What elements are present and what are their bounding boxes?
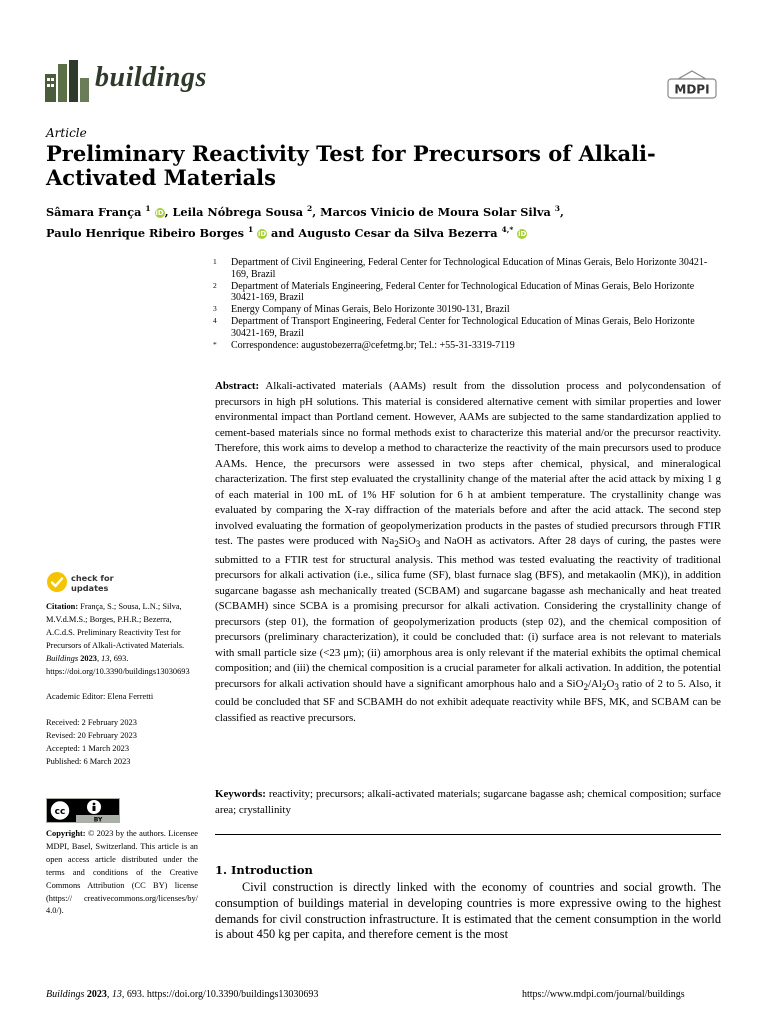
copyright-notice: Copyright: © 2023 by the authors. Licensee MDPI, Basel, Switzerland. This article is an open access article distributed under the terms and conditions of the Creative Commons Attribution (CC BY) license (https:// creativecommons.org/licenses/by/ 4.0/).	[46, 829, 198, 916]
article-type: Article	[46, 126, 87, 140]
keywords-label: Keywords:	[215, 788, 266, 800]
date-revised: Revised: 20 February 2023	[46, 731, 137, 741]
author-name[interactable]: Augusto Cesar da Silva Bezerra	[298, 225, 498, 240]
footer-journal-url[interactable]: https://www.mdpi.com/journal/buildings	[522, 989, 685, 1000]
check-for-updates-label[interactable]: check for updates	[71, 573, 114, 593]
affiliation-item: 4 Department of Transport Engineering, Federal Center for Technological Education of Minas Gerais, Belo Horizonte 30421-169, Brazil	[213, 315, 695, 339]
author-name[interactable]: Sâmara França	[46, 204, 142, 219]
date-accepted: Accepted: 1 March 2023	[46, 744, 130, 754]
orcid-icon[interactable]: iD	[257, 229, 267, 238]
section-divider	[215, 834, 721, 835]
affiliation-item: 2 Department of Materials Engineering, Federal Center for Technological Education of Minas Gerais, Belo Horizonte 30421-169, Brazil	[213, 280, 695, 304]
footer-citation: Buildings 2023, 13, 693. https://doi.org/10.3390/buildings13030693	[46, 989, 319, 1000]
mdpi-logo-icon	[666, 70, 718, 100]
keywords: Keywords: reactivity; precursors; alkali-activated materials; sugarcane bagasse ash; chemical composition; surface area; crystallinity	[215, 788, 721, 816]
publisher-label: MDPI	[674, 82, 710, 97]
intro-paragraph: Civil construction is directly linked with the economy of countries and social growth. The consumption of buildings material in developing countries is more expressive owing to the highest demands for civil construction infrastructure. It is estimated that the cement consumption in the world is about 450 kg per capita, and therefore cement is the most	[215, 880, 721, 942]
correspondence-item: * Correspondence: augustobezerra@cefetmg.br; Tel.: +55-31-3319-7119	[213, 339, 515, 351]
svg-text:BY: BY	[93, 816, 103, 823]
cc-by-license-icon[interactable]	[46, 798, 120, 823]
affiliation-item: 1 Department of Civil Engineering, Federal Center for Technological Education of Minas Gerais, Belo Horizonte 30421-169, Brazil	[213, 257, 708, 280]
article-title: Preliminary Reactivity Test for Precursors of Alkali-Activated Materials	[46, 141, 656, 190]
section-heading: 1. Introduction	[215, 863, 313, 877]
abstract: Abstract: Alkali-activated materials (AAMs) result from the dissolution process and polycondensation of precursors in high pH solutions. This material is considered alternative cement with similar properties and lower environmental impact than Portland cement. However, AAMs are subjected to the same standardization applied to cement-based materials since no formal methods exist to characterize this material and/or the precursor reactivity. Therefore, this work aims to develop a method to characterize the reactivity of the main precursors used to produce AAMs. Hence, the precursors were assessed in two steps after chemical, physical, and mineralogical characterization. The first step evaluated the crystallinity change of the material after the acid attack by mixing 1 g of each material in 100 mL of 1% HF solution for 6 h at ambient temperature. The crystallinity change was evaluated by comparing the X-ray diffraction of the materials before and after the acid attack. The second step involved evaluating the formation of geopolymerization products in the pastes of studied precursors through FTIR test. The pastes were produced with $Na_2SiO_3$ and NaOH as activators. After 28 days of curing, the pastes were submitted to a FTIR test for structural analysis. This method was tested evaluating the reactivity of traditional precursors for alkali activation (i.e., silica fume (SF), blast furnace slag (BFS), and metakaolin (MK)), in addition sugarcane bagasse ash mechanically treated (SCBAM) and sugarcane bagasse ash mechanically and heat treated (SCBAMH) since SCBA is a promising precursor for alkali activation. Considering the crystallinity change of precursors (step 01), the formation of geopolymerization products (step 02), and the chemical composition of precursors (preliminary characterization), it could be concluded that: (i) surface area is not relevant to materials with small particle size (<23 μm); (ii) amorphous area is only relevant if the material exhibits the optimal chemical composition; and (iii) the chemical composition is a crucial parameter for alkali activation. In addition, the potential precursors for alkali activation should have a significant amorphous halo and a $SiO_2/Al_2O_3$ ratio of 2 to 5. Also, it could be concluded that SF and SCBAMH do not exhibit adequate reactivity while BFS, MK, and SCBAM can be classified as reactive precursors.	[215, 380, 722, 724]
svg-text:cc: cc	[54, 807, 66, 817]
academic-editor: Academic Editor: Elena Ferretti	[46, 692, 154, 702]
date-received: Received: 2 February 2023	[46, 718, 137, 728]
orcid-icon[interactable]: iD	[518, 229, 527, 238]
journal-name: buildings	[95, 62, 207, 93]
buildings-logo-icon	[45, 60, 89, 102]
citation: Citation: França, S.; Sousa, L.N.; Silva, M.V.d.M.S.; Borges, P.H.R.; Bezerra, A.C.d.S. Preliminary Reactivity Test for Precursors of Alkali-Activated Materials. Buildings 2023, 13, 693. https://doi.org/10.3390/buildings13030693	[46, 602, 190, 676]
affiliation-item: 3 Energy Company of Minas Gerais, Belo Horizonte 30190-131, Brazil	[213, 304, 510, 316]
affiliations	[213, 257, 723, 351]
author-name[interactable]: Leila Nóbrega Sousa	[172, 204, 304, 219]
article-info-sidebar	[46, 601, 198, 769]
orcid-icon[interactable]: iD	[155, 208, 164, 217]
check-for-updates-icon[interactable]	[46, 571, 68, 593]
author-name[interactable]: Paulo Henrique Ribeiro Borges	[46, 225, 244, 240]
date-published: Published: 6 March 2023	[46, 757, 131, 767]
author-list: Sâmara França $^1$ iD, Leila Nóbrega Sousa $^2$, Marcos Vinicio de Moura Solar Silva $^3$, Paulo Henrique Ribeiro Borges $^1$ iD and Augusto Cesar da Silva Bezerra $^{4,*}$ iD	[46, 204, 564, 240]
author-name[interactable]: Marcos Vinicio de Moura Solar Silva	[320, 204, 551, 219]
abstract-label: Abstract:	[215, 380, 260, 392]
